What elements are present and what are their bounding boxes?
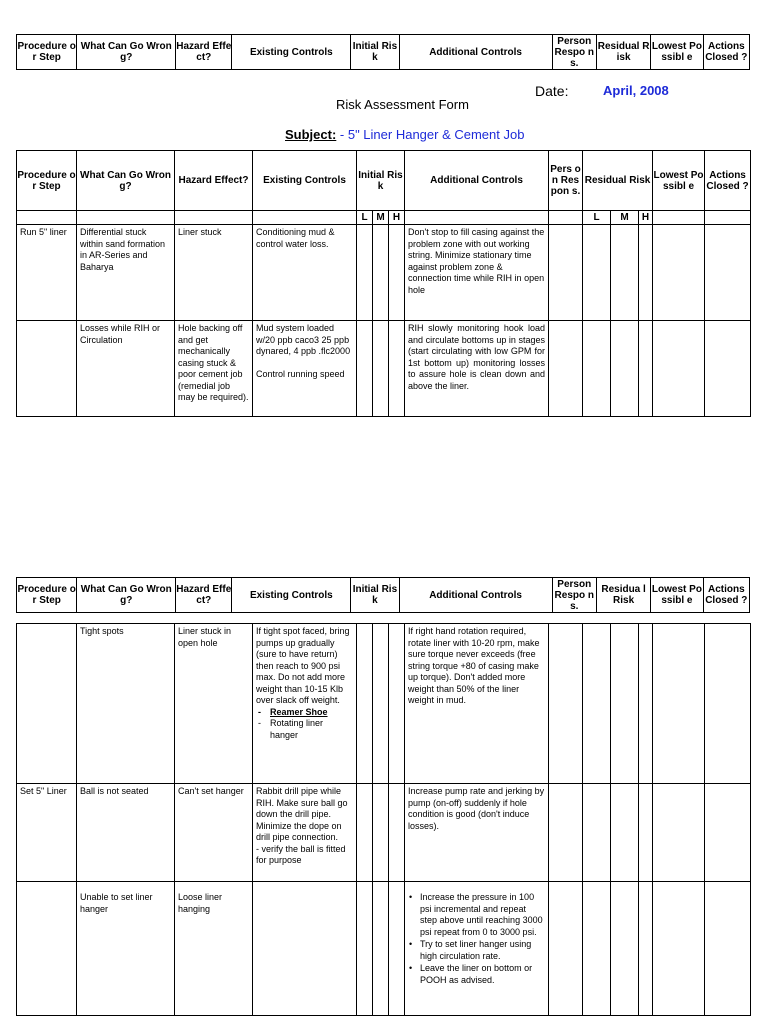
cell-existing-controls: Conditioning mud & control water loss. — [253, 225, 357, 321]
col-header-what-can-go-wrong: What Can Go Wrong? — [77, 151, 175, 211]
subject-label: Subject: — [285, 127, 337, 142]
col-header-hazard-effect: Hazard Effect? — [176, 35, 232, 70]
cell-what-can-go-wrong: Differential stuck within sand formation in AR-Series and Baharya — [77, 225, 175, 321]
cell-what-can-go-wrong: Losses while RIH or Circulation — [77, 321, 175, 417]
col-header-procedure: Procedure or Step — [17, 578, 77, 613]
subject-text: - 5" Liner Hanger & Cement Job — [336, 127, 525, 142]
col-header-lowest-possible: Lowest Possibl e — [651, 578, 703, 613]
residual-risk-l: L — [583, 211, 611, 225]
col-header-initial-risk: Initial Risk — [357, 151, 405, 211]
col-header-residual-risk: Residual Risk — [583, 151, 653, 211]
date-label: Date: — [535, 83, 569, 99]
col-header-residual-risk: Residua l Risk — [596, 578, 650, 613]
col-header-hazard-effect: Hazard Effect? — [176, 578, 232, 613]
cell-hazard-effect: Can't set hanger — [175, 784, 253, 882]
cell-hazard-effect: Liner stuck — [175, 225, 253, 321]
col-header-additional-controls: Additional Controls — [405, 151, 549, 211]
cell-additional-controls: RIH slowly monitoring hook load and circulate bottoms up in stages (start circulating with low GPM for 1st bottom up) monitoring losses to assure hole is clean down and above the liner. — [405, 321, 549, 417]
cell-additional-controls — [405, 882, 549, 1016]
col-header-additional-controls: Additional Controls — [399, 35, 552, 70]
table-row — [17, 624, 751, 784]
col-header-what-can-go-wrong: What Can Go Wrong? — [77, 35, 176, 70]
residual-risk-h: H — [639, 211, 653, 225]
table-row — [17, 225, 751, 321]
cell-what-can-go-wrong: Ball is not seated — [77, 784, 175, 882]
existing-controls-text-2: Control running speed — [256, 368, 345, 379]
table-row — [17, 882, 751, 1016]
initial-risk-l: L — [357, 211, 373, 225]
col-header-person-responsible: Pers on Res pon s. — [549, 151, 583, 211]
initial-risk-m: M — [373, 211, 389, 225]
list-item: - Reamer Shoe — [270, 707, 353, 719]
top-header-table — [16, 34, 750, 70]
col-header-hazard-effect: Hazard Effect? — [175, 151, 253, 211]
existing-controls-text: If tight spot faced, bring pumps up gradually (sure to have return) then reach to 900 psi max. Do not add more weight than 10-15 Klb over slack off weight. — [256, 626, 350, 705]
date-value: April, 2008 — [603, 83, 669, 98]
col-header-initial-risk: Initial Risk — [351, 35, 399, 70]
col-header-person-responsible: Person Respo ns. — [552, 35, 596, 70]
col-header-existing-controls: Existing Controls — [232, 35, 351, 70]
cell-what-can-go-wrong: Tight spots — [77, 624, 175, 784]
col-header-existing-controls: Existing Controls — [232, 578, 351, 613]
additional-controls-list — [408, 892, 545, 986]
residual-risk-m: M — [611, 211, 639, 225]
list-item: • Leave the liner on bottom or POOH as advised. — [420, 963, 545, 986]
col-header-residual-risk: Residual Risk — [596, 35, 650, 70]
col-header-existing-controls: Existing Controls — [253, 151, 357, 211]
existing-controls-list — [256, 707, 353, 742]
col-header-what-can-go-wrong: What Can Go Wrong? — [77, 578, 176, 613]
col-header-lowest-possible: Lowest Possibl e — [653, 151, 705, 211]
initial-risk-h: H — [389, 211, 405, 225]
bottom-header-table — [16, 577, 750, 613]
cell-existing-controls — [253, 321, 357, 417]
cell-hazard-effect: Hole backing off and get mechanically casing stuck & poor cement job (remedial job may be required). — [175, 321, 253, 417]
list-item: - Rotating liner hanger — [270, 718, 353, 741]
cell-existing-controls — [253, 784, 357, 882]
cell-procedure — [17, 321, 77, 417]
cell-additional-controls: If right hand rotation required, rotate liner with 10-20 rpm, make sure torque never exceeds (free string torque +80 of casing make up torque). Don't added more weight than 50% of the liner weight in mud. — [405, 624, 549, 784]
cell-additional-controls: Don't stop to fill casing against the problem zone with out working string. Minimize stationary time against problem zone & connection time while RIH in open hole — [405, 225, 549, 321]
existing-controls-text-2: - verify the ball is fitted for purpose — [256, 843, 346, 865]
col-header-additional-controls: Additional Controls — [399, 578, 552, 613]
cell-existing-controls — [253, 882, 357, 1016]
risk-table-2 — [16, 623, 751, 1016]
col-header-actions-closed: Actions Closed ? — [703, 578, 749, 613]
existing-controls-text: Rabbit drill pipe while RIH. Make sure ball go down the drill pipe. Minimize the dope on drill pipe connection. — [256, 786, 348, 842]
cell-hazard-effect: Liner stuck in open hole — [175, 624, 253, 784]
cell-procedure — [17, 624, 77, 784]
col-header-procedure: Procedure or Step — [17, 35, 77, 70]
list-item: • Try to set liner hanger using high circulation rate. — [420, 939, 545, 962]
page-title: Risk Assessment Form — [336, 97, 469, 112]
cell-procedure: Set 5" Liner — [17, 784, 77, 882]
lmh-row — [17, 211, 751, 225]
existing-controls-text: Mud system loaded w/20 ppb caco3 25 ppb dynared, 4 ppb .flc2000 — [256, 323, 351, 356]
cell-procedure — [17, 882, 77, 1016]
cell-hazard-effect: Loose liner hanging — [175, 882, 253, 1016]
col-header-procedure: Procedure or Step — [17, 151, 77, 211]
col-header-actions-closed: Actions Closed ? — [703, 35, 749, 70]
risk-table-1 — [16, 150, 751, 417]
subject-line — [285, 127, 524, 142]
table-row — [17, 784, 751, 882]
cell-what-can-go-wrong: Unable to set liner hanger — [77, 882, 175, 1016]
table-header-row — [17, 151, 751, 211]
cell-additional-controls: Increase pump rate and jerking by pump (on-off) suddenly if hole condition is good (don't induce losses). — [405, 784, 549, 882]
cell-procedure: Run 5" liner — [17, 225, 77, 321]
col-header-person-responsible: Person Respo ns. — [552, 578, 596, 613]
col-header-lowest-possible: Lowest Possibl e — [651, 35, 703, 70]
table-row — [17, 321, 751, 417]
list-item: • Increase the pressure in 100 psi incremental and repeat step above until reaching 3000 psi repeat from 0 to 3000 psi. — [420, 892, 545, 938]
col-header-actions-closed: Actions Closed ? — [705, 151, 751, 211]
col-header-initial-risk: Initial Risk — [351, 578, 399, 613]
cell-existing-controls — [253, 624, 357, 784]
